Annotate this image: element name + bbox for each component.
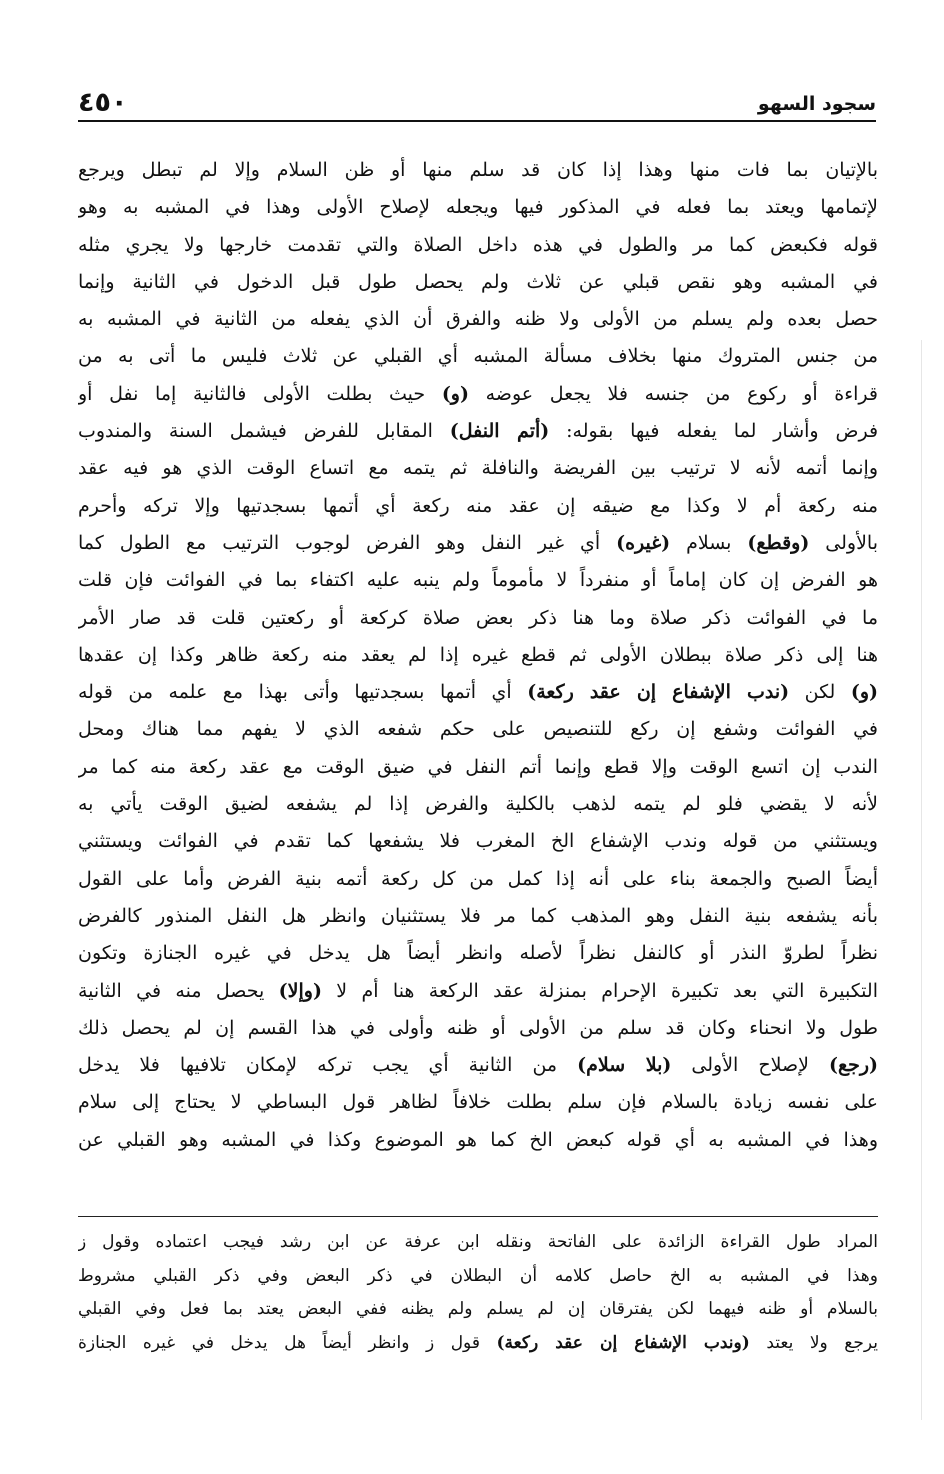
- text-line: [78, 525, 878, 562]
- bold-quote: (ندب الإشفاع إن عقد ركعة): [527, 681, 790, 704]
- text-span: لأنه لا يقضي فلو لم يتمه لذهب بالكلية والفرض إذا لم يشفعه لضيق الوقت يأتي به: [78, 793, 878, 816]
- text-line: [78, 376, 878, 413]
- text-line: [78, 637, 878, 674]
- page-header: [78, 86, 876, 122]
- text-line: [78, 823, 878, 860]
- text-span: بالإتيان بما فات منها وهذا إذا كان قد سلم منها أو ظن السلام وإلا لم تبطل ويرجع: [78, 159, 878, 181]
- text-span: لإتمامها ويعتد بما فعله في المذكور فيها ويجعله لإصلاح الأولى وهذا في المشبه به وهو: [78, 196, 878, 219]
- bold-quote: (غيره): [616, 531, 671, 554]
- text-line: [78, 152, 878, 189]
- bold-quote: (وإلا): [278, 979, 322, 1002]
- text-line: [78, 562, 878, 599]
- text-span: من الثانية أي يجب تركه لإمكان تلافيها فلا يدخل: [78, 1054, 578, 1077]
- text-span: على نفسه زيادة بالسلام فإن سلم بطلت خلافاً لظاهر قول البساطي لا يحتاج إلى سلام: [78, 1091, 878, 1114]
- text-line: [78, 1122, 878, 1159]
- bold-quote: (وقطع): [747, 531, 810, 554]
- text-line: [78, 674, 878, 711]
- text-span: حصل بعده ولم يسلم من الأولى ولا ظنه والفرق أن الذي يفعله من الثانية في المشبه به: [78, 308, 878, 331]
- text-span: قوله فكبعض كما مر والطول في هذه داخل الصلاة والتي تقدمت خارجها ولا يجري مثله: [78, 233, 878, 256]
- text-span: يرجع ولا يعتد: [749, 1332, 878, 1353]
- text-line: [78, 935, 878, 972]
- text-span: من جنس المتروك منها بخلاف مسألة المشبه أي القبلي عن ثلاث فليس ما أتى به من: [78, 345, 878, 368]
- text-span: بأنه يشفعه بنية النفل وهو المذهب كما مر فلا يستثنيان وانظر هل النفل المنذور كالفرض: [78, 904, 878, 927]
- main-text: [78, 152, 878, 1212]
- text-line: [78, 600, 878, 637]
- text-span: لإصلاح الأولى: [671, 1054, 829, 1077]
- text-line: [78, 973, 878, 1010]
- text-span: التكبيرة التي بعد تكبيرة الإحرام بمنزلة عقد الركعة هنا أم لا: [321, 979, 878, 1002]
- text-line: [78, 450, 878, 487]
- bold-quote: (و): [850, 681, 878, 704]
- text-line: [78, 1010, 878, 1047]
- text-span: ما في الفوائت ذكر صلاة وما هنا ذكر بعض صلاة كركعة أو ركعتين قلت قد صار الأمر: [78, 606, 878, 629]
- text-span: وهذا في المشبه به الخ حاصل كلامه أن البطلان في ذكر البعض وفي ذكر القبلي مشروط: [78, 1265, 878, 1286]
- text-span: وهذا في المشبه به أي قوله كبعض الخ كما هو الموضوع وكذا في المشبه وهو القبلي عن: [78, 1128, 878, 1151]
- text-span: بسلام: [670, 531, 748, 554]
- text-line: [78, 338, 878, 375]
- text-line: [78, 227, 878, 264]
- footnote-line: [78, 1327, 878, 1361]
- bold-quote: (أتم النفل): [449, 420, 550, 443]
- text-span: المراد طول القراءة الزائدة على الفاتحة ونقله ابن عرفة عن ابن رشد فيجب اعتماده وقول ز: [78, 1232, 878, 1252]
- text-span: فرض وأشار لما يفعله فيها بقوله:: [549, 420, 878, 443]
- bold-quote: (وندب الإشفاع إن عقد ركعة): [496, 1332, 750, 1353]
- bold-quote: (رجع): [828, 1054, 878, 1077]
- text-span: الندب إن اتسع الوقت وإلا قطع وإنما أتم النفل في ضيق الوقت مع عقد ركعة منه كما مر: [78, 755, 878, 778]
- text-line: [78, 189, 878, 226]
- bold-quote: (بلا سلام): [577, 1054, 672, 1077]
- text-line: [78, 898, 878, 935]
- text-span: بالسلام أو ظنه فيهما لكن يفترقان إن لم يسلم ولم يظنه ففي البعض يعتد بما فعل وفي القبلي: [78, 1299, 878, 1319]
- text-span: لكن: [789, 681, 851, 704]
- text-span: هو الفرض إن كان إماماً أو منفرداً لا مأموماً ولم ينبه عليه اكتفاء بما في الفوائت فإن قلت: [78, 569, 878, 592]
- text-span: يحصل منه في الثانية: [78, 979, 279, 1002]
- footnote-line: [78, 1260, 878, 1294]
- text-span: أي أتمها بسجدتيها وأتى بهذا مع علمه من قوله: [78, 681, 528, 704]
- text-line: [78, 413, 878, 450]
- text-span: في المشبه وهو نقص قبلي عن ثلاث ولم يحصل طول قبل الدخول في الثانية وإنما: [78, 270, 878, 293]
- text-line: [78, 1047, 878, 1084]
- text-span: في الفوائت وشفع إن ركع للتنصيص على حكم شفعه الذي لا يفهم مما هناك ومحل: [78, 718, 878, 741]
- text-span: بالأولى: [809, 531, 878, 554]
- text-span: هنا إلى ذكر صلاة ببطلان الأولى ثم قطع غيره إذا لم يعقد منه ركعة ظاهر وكذا إن عقدها: [78, 643, 878, 666]
- page-number: ٤٥٠: [78, 87, 128, 118]
- text-span: قراءة أو ركوع من جنسه فلا يجعل عوضه: [468, 382, 878, 405]
- text-line: [78, 861, 878, 898]
- text-line: [78, 711, 878, 748]
- text-span: وإنما أتمه لأنه لا ترتيب بين الفريضة والنافلة ثم يتمه مع اتساع الوقت الذي هو فيه عقد: [78, 457, 878, 480]
- text-span: قول ز وانظر أيضاً هل يدخل في غيره الجنازة: [78, 1332, 497, 1353]
- footnotes: [78, 1226, 878, 1376]
- text-span: ويستثني من قوله وندب الإشفاع الخ المغرب فلا يشفعها كما تقدم في الفوائت ويستثني: [78, 830, 878, 853]
- text-line: [78, 264, 878, 301]
- text-span: أي غير النفل وهو الفرض لوجوب الترتيب مع الطول كما: [78, 531, 617, 554]
- scan-margin-line: [921, 340, 922, 1420]
- text-line: [78, 749, 878, 786]
- text-span: منه ركعة أم لا وكذا مع ضيقه إن عقد منه ركعة أي أتمها بسجدتيها وإلا تركه وأحرم: [78, 494, 878, 517]
- running-title: سجود السهو: [757, 93, 876, 115]
- footnote-line: [78, 1293, 878, 1327]
- text-line: [78, 1084, 878, 1121]
- text-span: نظراً لطروّ النذر أو كالنفل نظراً لأصله وانظر أيضاً هل يدخل في غيره الجنازة وتكون: [78, 942, 878, 965]
- text-span: حيث بطلت الأولى فالثانية إما نفل أو: [78, 382, 442, 405]
- footnote-line: [78, 1226, 878, 1260]
- text-span: أيضاً الصبح والجمعة بناء على أنه إذا كمل من كل ركعة أتمه بنية الفرض وأما على القول: [78, 867, 878, 890]
- text-span: طول ولا انحناء وكان قد سلم من الأولى أو ظنه وأولى في هذا القسم إن لم يحصل ذلك: [78, 1016, 878, 1039]
- footnote-separator: [78, 1216, 878, 1217]
- bold-quote: (و): [441, 382, 469, 405]
- text-line: [78, 301, 878, 338]
- text-line: [78, 786, 878, 823]
- text-line: [78, 488, 878, 525]
- text-span: المقابل للفرض فيشمل السنة والمندوب: [78, 420, 450, 443]
